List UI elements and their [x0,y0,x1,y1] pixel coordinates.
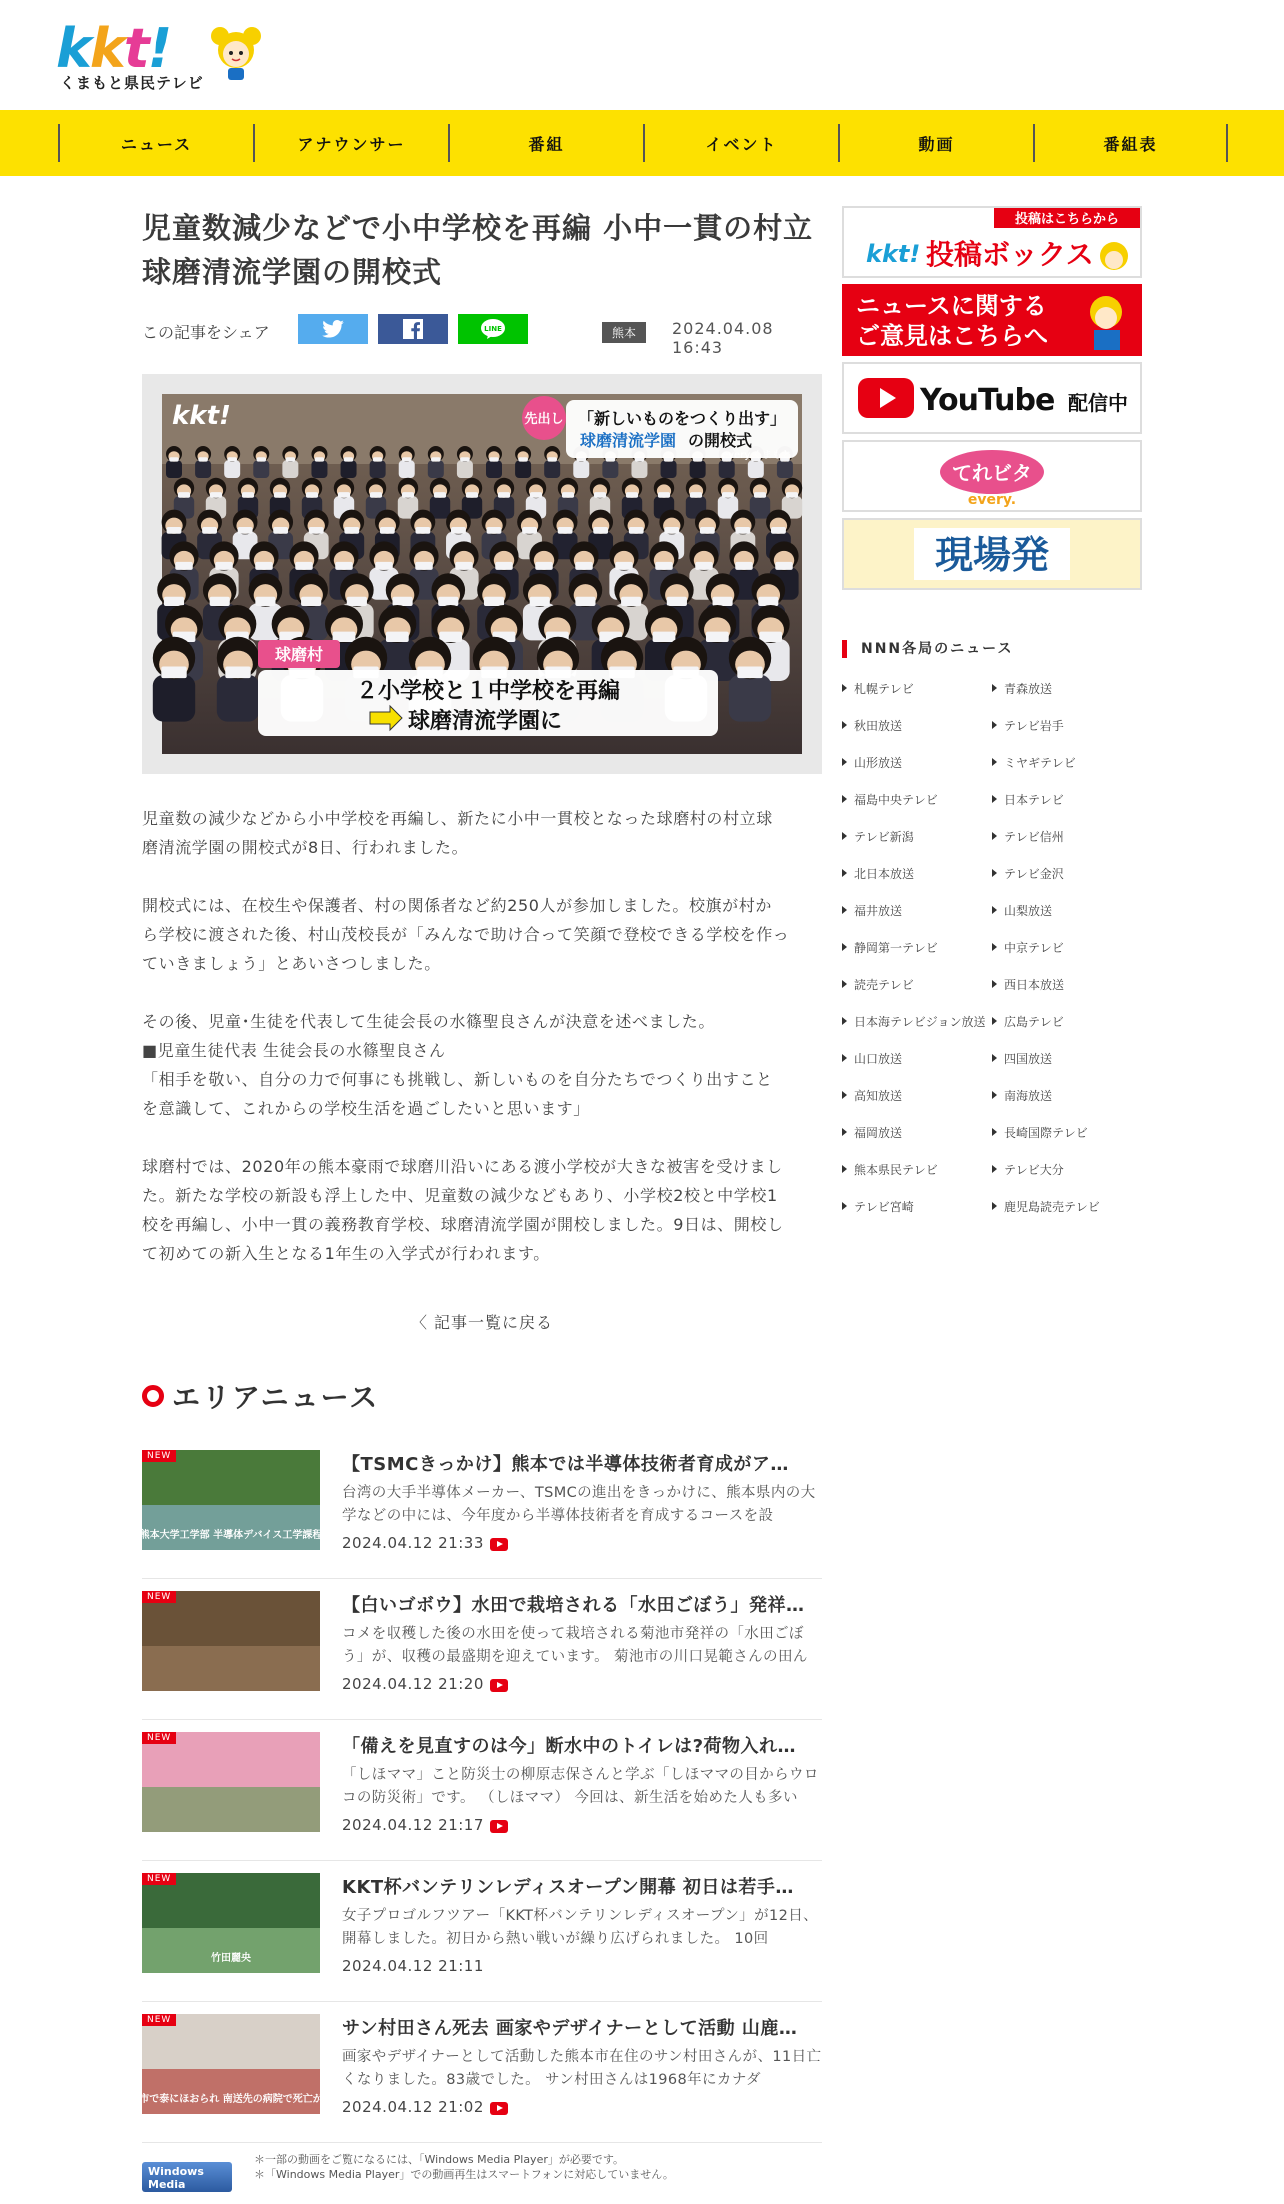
nnn-station-link[interactable]: 日本海テレビジョン放送 [842,1013,986,1030]
svg-text:現場発: 現場発 [934,532,1050,577]
news-list-item[interactable] [142,1579,822,1720]
nnn-station-link[interactable]: 鹿児島読売テレビ [992,1198,1100,1215]
svg-text:球磨村: 球磨村 [274,645,324,664]
wmp-logo[interactable]: Windows Media Player [142,2162,232,2192]
banner-terebita[interactable] [842,440,1142,512]
wmp-note: ＊一部の動画をご覧になるには、「Windows Media Player」が必要です。 ＊「Windows Media Player」での動画再生はスマートフォンに対応していません。 [254,2153,674,2181]
nav-event[interactable]: イベント [643,124,838,162]
logo-wordmark: kkt! [56,17,171,80]
wmp-notice [142,2152,822,2204]
news-thumbnail[interactable] [142,1873,320,1973]
thumb-bottom [142,1505,320,1550]
nnn-station-link[interactable]: 福島中央テレビ [842,791,938,808]
svg-text:配信中: 配信中 [1068,391,1128,415]
nnn-station-link[interactable]: テレビ宮崎 [842,1198,914,1215]
news-description: コメを収穫した後の水田を使って栽培される菊池市発祥の「水田ごぼう」が、収穫の最盛期を迎えています。 菊池市の川口晃範さんの田ん [342,1626,808,1665]
svg-text:YouTube: YouTube [920,383,1055,418]
news-title[interactable]: サン村田さん死去 画家やデザイナーとして活動 山鹿… [342,2018,798,2039]
banner-opinion[interactable] [842,284,1142,356]
article-photo [162,394,802,754]
article-photo-frame [142,374,822,774]
news-thumbnail[interactable] [139,1450,323,1550]
svg-text:kkt!: kkt! [866,240,921,268]
new-badge: NEW [142,2014,176,2026]
share-line-button[interactable] [458,314,528,344]
line-icon [480,318,506,340]
svg-text:「新しいものをつくり出す」: 「新しいものをつくり出す」 [577,409,787,428]
back-to-list-link[interactable]: 〈 記事一覧に戻る [410,1313,554,1332]
news-date: 2024.04.12 21:33 [342,1534,484,1552]
nnn-station-link[interactable]: 高知放送 [842,1087,902,1104]
svg-text:kkt!: kkt! [172,401,231,431]
article-paragraph: 開校式には、在校生や保護者、村の関係者など約250人が参加しました。校旗が村か ら学校に渡された後、村山茂校長が「みんなで助け合って笑顔で登校できる学校を作っ ていきましょう」とあいさつしました。 [142,896,790,973]
news-description: 台湾の大手半導体メーカー、TSMCの進出をきっかけに、熊本県内の大学などの中には、今年度から半導体技術者を育成するコースを設 [342,1485,816,1524]
svg-text:LINE: LINE [484,325,502,333]
banner-youtube[interactable] [842,362,1142,434]
news-description: 女子プロゴルフツアー「KKT杯バンテリンレディスオープン」が12日、開幕しました。初日から熱い戦いが繰り広げられました。 10回 [342,1908,819,1947]
article-date: 2024.04.08 16:43 [672,319,774,357]
news-thumbnail[interactable] [119,2014,343,2114]
nav-program[interactable]: 番組 [448,124,643,162]
svg-text:ニュースに関する: ニュースに関する [856,292,1047,320]
news-title[interactable]: 「備えを見直すのは今」断水中のトイレは?荷物入れ… [342,1736,797,1757]
video-icon [490,1820,508,1833]
nnn-station-link[interactable]: 長崎国際テレビ [992,1124,1088,1141]
site-header [0,0,1284,110]
nnn-station-link[interactable]: テレビ岩手 [992,717,1064,734]
new-badge: NEW [142,1591,176,1603]
nav-announcer[interactable]: アナウンサー [253,124,448,162]
new-badge: NEW [142,1873,176,1885]
nnn-station-link[interactable]: 山梨放送 [992,902,1052,919]
thumb-bottom [142,2069,320,2114]
news-date: 2024.04.12 21:17 [342,1816,484,1834]
svg-text:投稿ボックス: 投稿ボックス [926,238,1094,271]
nnn-station-link[interactable]: 山口放送 [842,1050,902,1067]
article-paragraph: 球磨村では、2020年の熊本豪雨で球磨川沿いにある渡小学校が大きな被害を受けまし た。新たな学校の新設も浮上した中、児童数の減少などもあり、小学校2校と中学校1 校を再編し、小中一貫の義務教育学校、球磨清流学園が開校しました。9日は、開校し て初めての新入生となる1年生の入学式が行われます。 [142,1157,784,1263]
svg-text:投稿はこちらから: 投稿はこちらから [1014,212,1120,227]
thumb-bottom [142,1646,320,1691]
article-title: 児童数減少などで小中学校を再編 小中一貫の村立球磨清流学園の開校式 [142,211,814,289]
nnn-station-link[interactable]: 札幌テレビ [842,680,914,697]
nnn-station-link[interactable]: 福岡放送 [842,1124,902,1141]
global-nav [0,110,1284,176]
news-description: 画家やデザイナーとして活動した熊本市在住のサン村田さんが、11日亡くなりました。83歳でした。 サン村田さんは1968年にカナダ [342,2049,822,2088]
nnn-station-link[interactable]: テレビ信州 [992,828,1064,845]
share-twitter-button[interactable] [298,314,368,344]
mascot-icon [208,24,264,84]
nnn-station-link[interactable]: 静岡第一テレビ [842,939,938,956]
news-date: 2024.04.12 21:20 [342,1675,484,1693]
nnn-station-link[interactable]: テレビ新潟 [842,828,914,845]
nnn-station-link[interactable]: 西日本放送 [992,976,1064,993]
twitter-icon [322,320,344,338]
nnn-station-link[interactable]: テレビ金沢 [992,865,1064,882]
news-title[interactable]: KKT杯バンテリンレディスオープン開幕 初日は若手… [342,1877,794,1898]
nav-video[interactable]: 動画 [838,124,1033,162]
area-news-heading [142,1376,379,1416]
nnn-station-link[interactable]: 秋田放送 [842,717,902,734]
share-facebook-button[interactable] [378,314,448,344]
nnn-station-link[interactable]: 中京テレビ [992,939,1064,956]
nnn-station-link[interactable]: 日本テレビ [992,791,1064,808]
svg-text:every.: every. [967,492,1017,508]
news-list-item[interactable] [119,2002,822,2143]
news-description: 「しほママ」こと防災士の柳原志保さんと学ぶ「しほママの目からウロコの防災術」です。 （しほママ） 今回は、新生活を始めた人も多い [342,1767,819,1806]
nnn-station-link[interactable]: 青森放送 [992,680,1052,697]
nav-news[interactable]: ニュース [58,124,253,162]
nnn-station-link[interactable]: 南海放送 [992,1087,1052,1104]
thumb-bottom [142,1928,320,1973]
banner-post-box[interactable] [842,206,1142,278]
svg-text:球磨清流学園に: 球磨清流学園に [408,709,563,734]
site-logo[interactable] [56,17,266,92]
news-date: 2024.04.12 21:02 [342,2098,484,2116]
svg-text:every.くまもと: every.くまもと [721,450,792,461]
new-badge: NEW [142,1450,176,1462]
article-body [142,804,822,1297]
svg-text:の開校式: の開校式 [688,431,753,450]
nnn-station-link[interactable]: 熊本県民テレビ [842,1161,938,1178]
news-title[interactable]: 【白いゴボウ】水田で栽培される「水田ごぼう」発祥… [342,1595,805,1616]
thumb-caption: 熊本大学工学部 半導体デバイス工学課程 [139,1530,323,1541]
nnn-station-link[interactable]: 広島テレビ [992,1013,1064,1030]
nnn-station-link[interactable]: 北日本放送 [842,865,914,882]
svg-text:ご意見はこちらへ: ご意見はこちらへ [856,322,1048,350]
nnn-station-link[interactable]: 読売テレビ [842,976,914,993]
thumb-bottom [142,1787,320,1832]
svg-text:球磨清流学園: 球磨清流学園 [580,431,677,450]
video-icon [490,2102,508,2115]
nnn-station-link[interactable]: 福井放送 [842,902,902,919]
nnn-station-link[interactable]: ミヤギテレビ [992,754,1076,771]
area-news-list [119,1438,822,2143]
nnn-station-link[interactable]: テレビ大分 [992,1161,1064,1178]
new-badge: NEW [142,1732,176,1744]
video-icon [490,1679,508,1692]
news-list-item[interactable] [142,1720,822,1861]
svg-text:先出し: 先出し [524,412,564,427]
news-title[interactable]: 【TSMCきっかけ】熊本では半導体技術者育成がア… [342,1454,789,1475]
news-thumbnail[interactable] [142,1591,320,1691]
nnn-heading: NNN各局のニュース [842,640,1013,658]
article-paragraph: その後、児童･生徒を代表して生徒会長の水篠聖良さんが決意を述べました。 ■児童生徒代表 生徒会長の水篠聖良さん 「相手を敬い、自分の力で何事にも挑戦し、新しいものを自分たちでつくり出すこと を意識して、これからの学校生活を過ごしたいと思います」 [142,1012,773,1118]
area-news-title: エリアニュース [172,1381,380,1414]
news-date: 2024.04.12 21:11 [342,1957,484,1975]
photo-scene [162,394,802,754]
svg-text:２小学校と１中学校を再編: ２小学校と１中学校を再編 [355,679,621,704]
news-list-item[interactable] [142,1861,822,2002]
nnn-station-link[interactable]: 四国放送 [992,1050,1052,1067]
news-thumbnail[interactable] [142,1732,320,1832]
video-icon [490,1538,508,1551]
news-list-item[interactable] [139,1438,822,1579]
ring-icon [142,1385,164,1407]
article-paragraph: 児童数の減少などから小中学校を再編し、新たに小中一貫校となった球磨村の村立球 磨清流学園の開校式が8日、行われました。 [142,809,773,857]
thumb-caption: 山鹿市で泰にほおられ 南送先の病院で死亡が確認 [119,2094,343,2105]
thumb-caption: 竹田麗央 [211,1953,251,1964]
nav-schedule[interactable]: 番組表 [1033,124,1228,162]
nnn-station-link[interactable]: 山形放送 [842,754,902,771]
banner-genbahatsu[interactable] [842,518,1142,590]
region-badge: 熊本 [602,322,646,343]
logo-subtitle: くまもと県民テレビ [60,74,204,92]
svg-text:てれビタ: てれビタ [952,461,1032,485]
share-row [142,314,822,357]
share-label: この記事をシェア [142,323,270,342]
facebook-icon [403,319,423,339]
